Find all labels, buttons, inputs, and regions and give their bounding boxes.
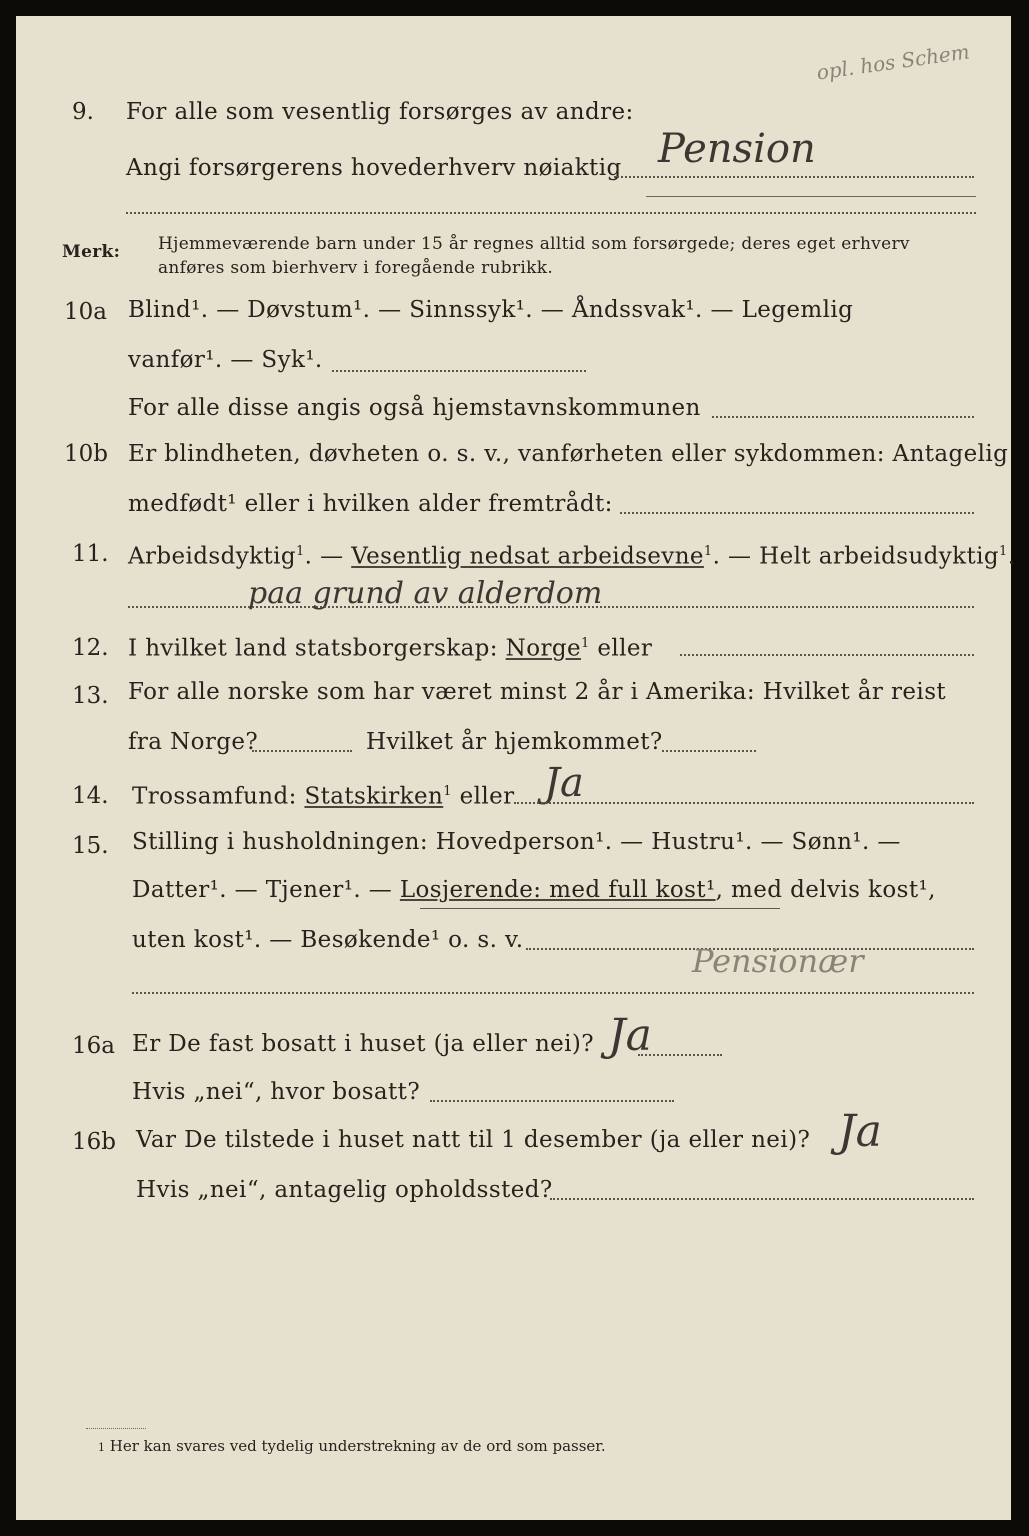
note-text: Hjemmeværende barn under 15 år regnes alltid som forsørgede; deres eget erhverv bbox=[158, 234, 910, 254]
question-number: 9. bbox=[72, 99, 94, 125]
answer-line bbox=[514, 802, 974, 804]
answer-line bbox=[550, 1198, 974, 1200]
question-text: Var De tilstede i huset natt til 1 desember (ja eller nei)? bbox=[136, 1127, 811, 1153]
answer-line bbox=[646, 196, 976, 197]
question-text: Trossamfund: bbox=[132, 783, 305, 810]
note-text: anføres som bierhverv i foregående rubrikk. bbox=[158, 258, 554, 278]
question-number: 11. bbox=[72, 541, 109, 567]
handwritten-answer[interactable]: Pension bbox=[658, 126, 816, 172]
question-text: vanfør¹. — Syk¹. bbox=[128, 347, 323, 373]
question-number: 10a bbox=[64, 299, 107, 325]
answer-line bbox=[430, 1100, 674, 1102]
footnote-mark: 1 bbox=[580, 636, 590, 651]
question-text: , med delvis kost¹, bbox=[715, 877, 936, 903]
separator: . bbox=[1007, 543, 1016, 570]
answer-line bbox=[252, 750, 352, 752]
handwritten-answer[interactable]: Ja bbox=[608, 1010, 652, 1061]
footnote-mark: 1 bbox=[296, 544, 305, 559]
footnote-mark: 1 bbox=[98, 1441, 105, 1454]
question-text: Datter¹. — Tjener¹. — bbox=[132, 877, 400, 903]
answer-line bbox=[638, 1054, 722, 1056]
question-text bbox=[132, 778, 515, 811]
question-text: medfødt¹ eller i hvilken alder fremtrådt: bbox=[128, 491, 613, 517]
question-text: Hvis „nei“, antagelig opholdssted? bbox=[136, 1177, 553, 1203]
answer-line bbox=[126, 212, 976, 214]
question-text: For alle disse angis også hjemstavnskommunen bbox=[128, 395, 701, 421]
footnote-rule bbox=[86, 1428, 146, 1429]
option-text-underlined: Statskirken bbox=[304, 783, 444, 810]
question-text: I hvilket land statsborgerskap: bbox=[128, 635, 506, 662]
separator: . — bbox=[712, 543, 760, 570]
question-text: Hvilket år hjemkommet? bbox=[366, 729, 663, 755]
answer-line bbox=[132, 992, 974, 994]
question-text: fra Norge? bbox=[128, 729, 259, 755]
handwritten-answer[interactable]: Ja bbox=[838, 1106, 882, 1157]
form-page bbox=[16, 16, 1016, 1520]
question-number: 15. bbox=[72, 833, 109, 859]
question-text: Angi forsørgerens hovederhverv nøiaktig bbox=[126, 155, 622, 181]
answer-line bbox=[662, 750, 756, 752]
handwritten-answer[interactable]: Pensionær bbox=[692, 942, 864, 980]
question-text: Er blindheten, døvheten o. s. v., vanførheten eller sykdommen: Antagelig bbox=[128, 441, 1009, 467]
question-text: Er De fast bosatt i huset (ja eller nei)? bbox=[132, 1031, 595, 1057]
question-text: Blind¹. — Døvstum¹. — Sinnssyk¹. — Åndssvak¹. — Legemlig bbox=[128, 297, 854, 323]
question-text bbox=[128, 538, 1015, 571]
separator: . — bbox=[304, 543, 352, 570]
question-text: uten kost¹. — Besøkende¹ o. s. v. bbox=[132, 927, 524, 953]
answer-line bbox=[680, 654, 974, 656]
option-text-underlined: Norge bbox=[505, 635, 581, 662]
question-number: 14. bbox=[72, 783, 109, 809]
footnote-text bbox=[98, 1436, 606, 1458]
question-number: 13. bbox=[72, 683, 109, 709]
question-text: For alle norske som har været minst 2 år i Amerika: Hvilket år reist bbox=[128, 679, 947, 705]
option-text: Helt arbeidsudyktig bbox=[759, 543, 1000, 570]
option-text-underlined: Vesentlig nedsat arbeidsevne bbox=[351, 543, 704, 570]
option-text: eller bbox=[589, 635, 653, 662]
option-text-underlined: Losjerende: med full kost¹ bbox=[399, 877, 716, 903]
footnote-body: Her kan svares ved tydelig understrekning av de ord som passer. bbox=[109, 1437, 606, 1455]
handwritten-answer[interactable]: Ja bbox=[544, 760, 584, 806]
footnote-mark: 1 bbox=[703, 544, 713, 559]
note-label: Merk: bbox=[62, 242, 121, 262]
answer-line bbox=[332, 370, 586, 372]
question-number: 16a bbox=[72, 1033, 115, 1059]
question-text bbox=[132, 876, 936, 904]
answer-line bbox=[128, 606, 974, 608]
pencil-underline bbox=[420, 908, 780, 909]
question-number: 10b bbox=[64, 441, 108, 467]
handwritten-answer[interactable]: paa grund av alderdom bbox=[248, 576, 603, 611]
question-text: For alle som vesentlig forsørges av andre: bbox=[126, 99, 634, 125]
answer-line bbox=[614, 176, 974, 178]
question-text bbox=[128, 630, 652, 663]
option-text: eller bbox=[451, 783, 515, 810]
question-number: 16b bbox=[72, 1129, 116, 1155]
question-text: Stilling i husholdningen: Hovedperson¹. — Hustru¹. — Sønn¹. — bbox=[132, 829, 901, 855]
answer-line bbox=[712, 416, 974, 418]
footnote-mark: 1 bbox=[443, 784, 452, 799]
answer-line bbox=[620, 512, 974, 514]
footnote-mark: 1 bbox=[999, 544, 1008, 559]
question-number: 12. bbox=[72, 635, 109, 661]
option-text: Arbeidsdyktig bbox=[128, 543, 296, 570]
question-text: Hvis „nei“, hvor bosatt? bbox=[132, 1079, 421, 1105]
margin-note: opl. hos Schem bbox=[815, 39, 972, 85]
